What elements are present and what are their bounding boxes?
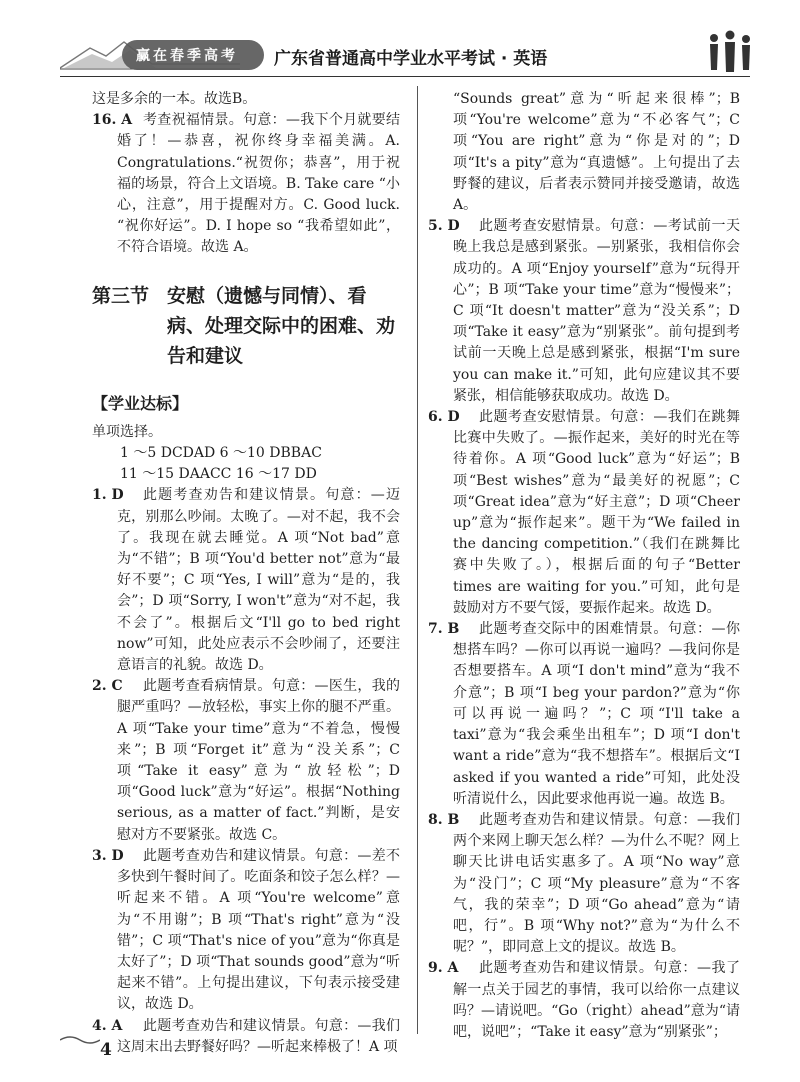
item-number: 3. D [92, 847, 124, 864]
item-number: 9. A [428, 960, 459, 977]
answer-key-line: 1 ～5 DCDAD 6 ～10 DBBAC [120, 445, 322, 462]
item-text: 此题考查劝告和建议情景。句意：—我了解一点关于园艺的事情，我可以给你一点建议吗？—请说吧。“Go（right）ahead”意为“请吧，说吧”；“Take it easy”意为“别紧张”； [453, 960, 740, 1040]
answer-item-8 [428, 810, 740, 958]
section-heading [92, 281, 400, 371]
page-header [60, 24, 760, 78]
item-number: 6. D [428, 409, 460, 426]
item-text: 考查祝福情景。句意：—我下个月就要结婚了！—恭喜，祝你终身幸福美满。A. Congratulations.“祝贺你；恭喜”，用于祝福的场景，符合上文语境。B. Take care “小心，注意”，用于提醒对方。C. Good luck. “祝你好运”。D. I hope so “我希望如此”，不符合语境。故选 A。 [117, 112, 400, 256]
answer-item-2 [92, 676, 400, 846]
item-text: 此题考查劝告和建议情景。句意：—我们两个来网上聊天怎么样？—为什么不呢？网上聊天比讲电话实惠多了。A 项“No way”意为“没门”；C 项“My pleasure”意为“不客气，我的荣幸”；D 项“Go ahead”意为“请吧，行”。B 项“Why not?”意为“为什么不呢？”，即同意上文的提议。故选 B。 [453, 811, 740, 956]
footer-wave-decoration [60, 1034, 100, 1044]
intro-text: 这是多余的一本。故选B。 [92, 91, 257, 107]
item-text: 此题考查交际中的困难情景。句意：—你想搭车吗？—你可以再说一遍吗？—我问你是否想要搭车。A 项“I don't mind”意为“我不介意”；B 项“I beg your pardon?”意为“你可以再说一遍吗？”；C 项“I'll take a taxi”意为“我会乘坐出租车”；D 项“I don't want a ride”意为“我不想搭车”。根据后文“I asked if you wanted a ride”可知，此处没听清说什么，因此要求他再说一遍。故选 B。 [453, 621, 740, 807]
section-label: 第三节 [92, 284, 150, 307]
header-badge-text: 赢在春季高考 [136, 48, 238, 64]
answer-key-line: 11 ～15 DAACC 16 ～17 DD [120, 466, 317, 483]
subsection-title: 【学业达标】 [92, 393, 189, 413]
left-column [92, 89, 400, 1058]
item-text: 此题考查看病情景。句意：—医生，我的腿严重吗？—放轻松，事实上你的腿不严重。A 项“Take your time”意为“不着急，慢慢来”；B 项“Forget it”意为“没关系”；C 项“Take it easy”意为“放轻松”；D 项“Good luck”意为“好运”。根据“Nothing serious, as a matter of fact.”判断，是安慰对方不要紧张。故选 C。 [117, 678, 400, 843]
column-divider [417, 86, 418, 1034]
item-text: 此题考查安慰情景。句意：—我们在跳舞比赛中失败了。—振作起来，美好的时光在等待着你。A 项“Good luck”意为“好运”；B 项“Best wishes”意为“最美好的祝愿”；C 项“Great idea”意为“好主意”；D 项“Cheer up”意为“振作起来”。题干为“We failed in the dancing competition.”（我们在跳舞比赛中失败了。），根据后面的句子“Better times are waiting for you.”可知，此句是鼓励对方不要气馁，要振作起来。故选 D。 [453, 409, 740, 616]
answer-item-1 [92, 485, 400, 676]
answer-item-6 [428, 407, 740, 619]
single-choice-label: 单项选择。 [92, 423, 162, 440]
item-text: 此题考查劝告和建议情景。句意：—差不多快到午餐时间了。吃面条和饺子怎么样？—听起来不错。A 项“You're welcome”意为“不用谢”；B 项“That's right”意为“没错”；C 项“That's nice of you”意为“你真是太好了”；D 项“That sounds good”意为“听起来不错”。上句提出建议，下句表示接受建议，故选 D。 [117, 847, 400, 1013]
item-text: 此题考查劝告和建议情景。句意：—迈克，别那么吵闹。太晚了。—对不起，我不会了。我现在就去睡觉。A 项“Not bad”意为“不错”；B 项“You'd better not”意为“最好不要”；C 项“Yes, I will”意为“是的，我会”；D 项“Sorry, I won't”意为“对不起，我不会了”。根据后文“I'll go to bed right now”可知，此处应表示不会吵闹了，还要注意语言的礼貌。故选 D。 [117, 487, 400, 674]
people-icon [700, 30, 760, 74]
section-title: 安慰（遗憾与同情）、看病、处理交际中的困难、劝告和建议 [167, 284, 396, 367]
item-number: 8. B [428, 811, 460, 828]
item-number: 16. A [92, 112, 133, 129]
page-number: 4 [100, 1040, 112, 1060]
answer-item-9 [428, 958, 740, 1043]
item-number: 1. D [92, 487, 124, 504]
right-column [428, 89, 740, 1043]
answer-item-7 [428, 619, 740, 810]
answer-item-3 [92, 846, 400, 1016]
item-number: 4. A [92, 1017, 123, 1034]
item-number: 7. B [428, 621, 460, 638]
header-title: 广东省普通高中学业水平考试 · 英语 [274, 49, 548, 69]
answer-item-5 [428, 216, 740, 407]
item-text: 此题考查劝告和建议情景。句意：—我们这周末出去野餐好吗？—听起来棒极了！A 项 [117, 1017, 400, 1055]
item-text: 此题考查安慰情景。句意：—考试前一天晚上我总是感到紧张。—别紧张，我相信你会成功的。A 项“Enjoy yourself”意为“玩得开心”；B 项“Take your time”意为“慢慢来”；C 项“It doesn't matter”意为“没关系”；D 项“Take it easy”意为“别紧张”。前句提到考试前一天晚上总是感到紧张，根据“I'm sure you can make it.”可知，此句应建议其不要紧张，相信能够获取成功。故选 D。 [453, 218, 740, 404]
item-number: 2. C [92, 678, 123, 695]
item-number: 5. D [428, 218, 460, 235]
answer-item-16 [92, 110, 400, 258]
header-rule [60, 76, 750, 77]
answer-item-4 [92, 1016, 400, 1058]
item-4-continuation: “Sounds great”意为“听起来很棒”；B 项“You're welcome”意为“不必客气”；C 项“You are right”意为“你是对的”；D 项“It's a pity”意为“真遗憾”。上句提出了去野餐的建议，后者表示赞同并接受邀请，故选 A。 [453, 91, 740, 214]
